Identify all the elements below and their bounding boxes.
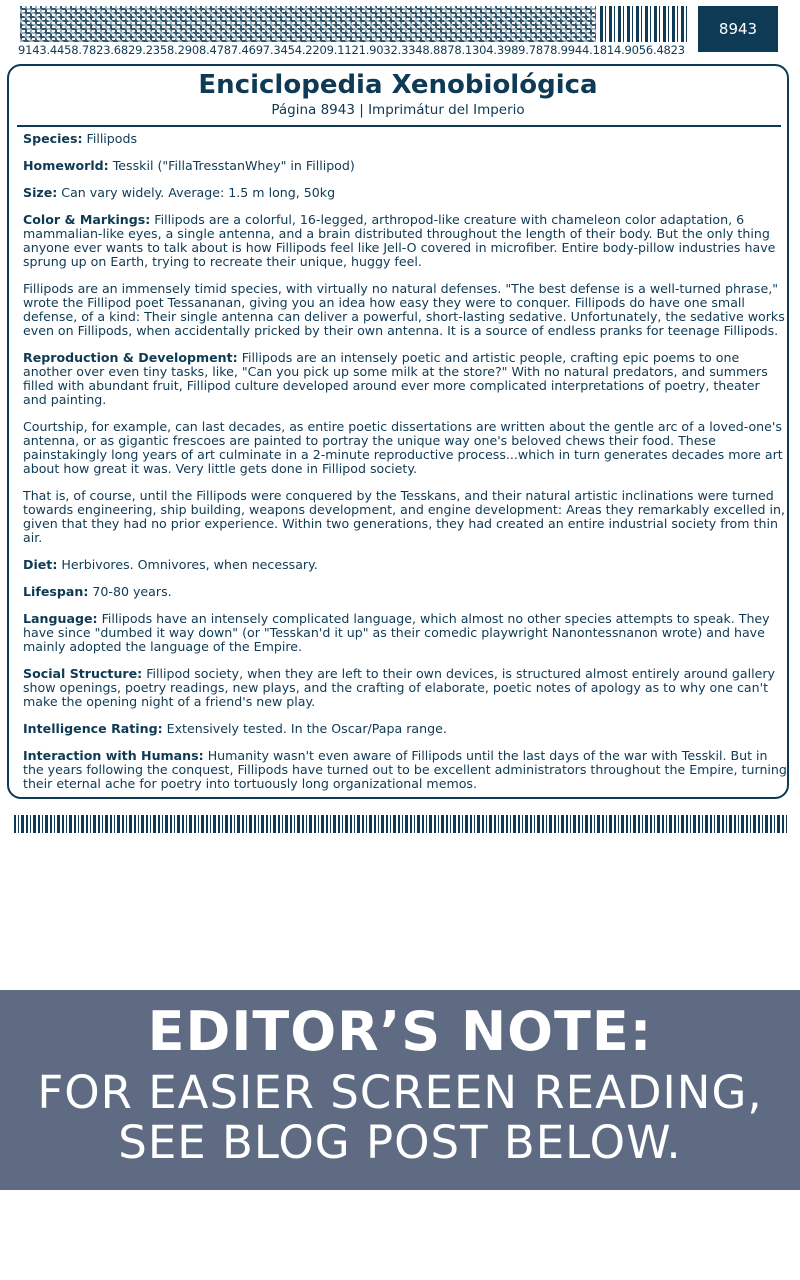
entry-list	[23, 132, 787, 804]
entry-label: Size:	[23, 185, 58, 200]
data-matrix-pattern	[20, 6, 596, 42]
entry-label: Species:	[23, 131, 83, 146]
editor-note-line-2: SEE BLOG POST BELOW.	[118, 1116, 682, 1169]
entry-label: Lifespan:	[23, 584, 89, 599]
header-strip	[0, 0, 800, 60]
entry-paragraph	[23, 612, 787, 654]
entry-label: Homeworld:	[23, 158, 109, 173]
entry-text: That is, of course, until the Fillipods were conquered by the Tesskans, and their natural artistic inclinations were turned towards engineering, ship building, weapons development, and engine development: Areas they remarkably excelled in, given that they had no prior experience. Within two generations, they had created an entire industrial society from thin air.	[23, 488, 785, 545]
entry-paragraph	[23, 667, 787, 709]
entry-text: Fillipods have an intensely complicated language, which almost no other species attempts to speak. They have since "dumbed it way down" (or "Tesskan'd it up" as their comedic playwright Nanontessnanon wrote) and have mainly adopted the language of the Empire.	[23, 611, 770, 654]
entry-label: Color & Markings:	[23, 212, 151, 227]
entry-label: Social Structure:	[23, 666, 143, 681]
entry-label: Diet:	[23, 557, 58, 572]
barcode-icon	[600, 6, 690, 42]
entry-label: Intelligence Rating:	[23, 721, 163, 736]
entry-text: Extensively tested. In the Oscar/Papa range.	[162, 721, 447, 736]
entry-text: Fillipods	[82, 131, 138, 146]
entry-paragraph	[23, 585, 787, 599]
entry-label: Language:	[23, 611, 98, 626]
card-subtitle: Página 8943 | Imprimátur del Imperio	[271, 102, 525, 118]
entry-text: Fillipods are an intensely poetic and artistic people, crafting epic poems to one another over even tiny tasks, like, "Can you pick up some milk at the store?" With no natural predators, and summers filled with abundant fruit, Fillipod culture developed around ever more complicated interpretations of poetry, theater and painting.	[23, 350, 768, 407]
entry-paragraph	[23, 159, 787, 173]
entry-text: Humanity wasn't even aware of Fillipods until the last days of the war with Tesskil. But in the years following the conquest, Fillipods have turned out to be excellent administrators throughout the Empire, turning their eternal ache for poetry into tortuously long organizational memos.	[23, 748, 787, 791]
entry-text: Fillipods are a colorful, 16-legged, arthropod-like creature with chameleon color adaptation, 6 mammalian-like eyes, a single antenna, and a brain distributed throughout the length of their body. But the only thing anyone ever wants to talk about is how Fillipods feel like Jell-O covered in microfiber. Entire body-pillow industries have sprung up on Earth, trying to recreate their unique, huggy feel.	[23, 212, 776, 269]
entry-paragraph	[23, 749, 787, 791]
bottom-barcode-icon	[14, 815, 788, 833]
entry-paragraph	[23, 722, 787, 736]
entry-text: Courtship, for example, can last decades, as entire poetic dissertations are written about the gentle arc of a loved-one's antenna, or as gigantic frescoes are painted to portray the unique way one's beloved chews their food. These painstakingly long years of art culminate in a 2-minute reproductive process...which in turn generates decades more art about how great it was. Very little gets done in Fillipod society.	[23, 419, 783, 476]
entry-text: Herbivores. Omnivores, when necessary.	[57, 557, 318, 572]
page-number-badge: 8943	[698, 6, 778, 52]
entry-paragraph	[23, 489, 787, 545]
encyclopedia-card	[7, 64, 789, 799]
entry-text: Tesskil ("FillaTresstanWhey" in Fillipod)	[108, 158, 355, 173]
entry-label: Interaction with Humans:	[23, 748, 204, 763]
entry-paragraph	[23, 420, 787, 476]
entry-paragraph	[23, 213, 787, 269]
entry-paragraph	[23, 351, 787, 407]
entry-paragraph	[23, 558, 787, 572]
entry-text: Fillipods are an immensely timid species, with virtually no natural defenses. "The best defense is a well-turned phrase," wrote the Fillipod poet Tessananan, giving you an idea how easy they were to conquer. Fillipods do have one small defense, of a kind: Their single antenna can deliver a powerful, short-lasting sedative. Unfortunately, the sedative works even on Fillipods, when accidentally pricked by their own antenna. It is a source of endless pranks for teenage Fillipods.	[23, 281, 785, 338]
entry-paragraph	[23, 186, 787, 200]
entry-paragraph	[23, 132, 787, 146]
entry-text: Fillipod society, when they are left to their own devices, is structured almost entirely around gallery show openings, poetry readings, new plays, and the crafting of elaborate, poetic notes of apology as to why one can't make the opening night of a friend's new play.	[23, 666, 775, 709]
editor-note-line-1: FOR EASIER SCREEN READING,	[37, 1066, 763, 1119]
entry-text: Can vary widely. Average: 1.5 m long, 50kg	[57, 185, 336, 200]
entry-paragraph	[23, 282, 787, 338]
card-title: Enciclopedia Xenobiológica	[198, 70, 598, 100]
entry-label: Reproduction & Development:	[23, 350, 238, 365]
divider	[17, 125, 781, 127]
serial-number: 9143.4458.7823.6829.2358.2908.4787.4697.3454.2209.1121.9032.3348.8878.1304.3989.7878.9944.1814.9056.4823	[18, 43, 685, 57]
editor-note-title: EDITOR’S NOTE:	[147, 1000, 653, 1063]
entry-text: 70-80 years.	[88, 584, 172, 599]
